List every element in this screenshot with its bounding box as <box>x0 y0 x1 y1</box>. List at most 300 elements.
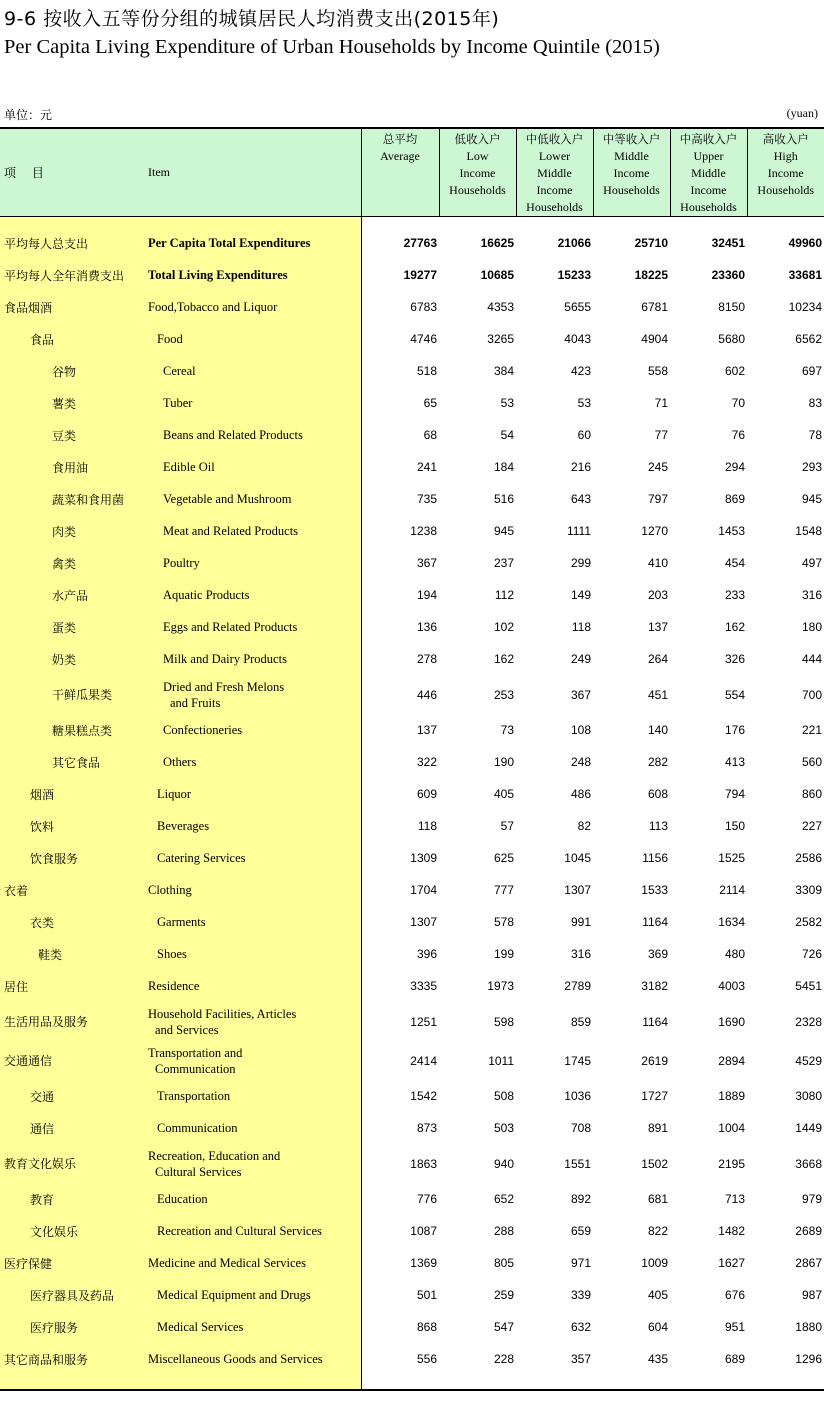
value-cell: 560 <box>801 755 822 769</box>
item-label-chinese: 鞋类 <box>0 938 148 970</box>
value-cell: 868 <box>361 1311 439 1343</box>
column-header-en: Households <box>603 183 660 197</box>
table-row <box>0 938 824 970</box>
item-label-english <box>148 227 361 259</box>
value-cell: 1164 <box>642 1014 668 1029</box>
value-cell: 237 <box>493 556 514 570</box>
item-label-chinese: 蛋类 <box>0 611 148 643</box>
item-label-english <box>148 1279 361 1311</box>
item-label-english <box>148 1183 361 1215</box>
item-label-chinese: 奶类 <box>0 643 148 675</box>
value-cell: 10234 <box>788 300 822 314</box>
item-label-chinese: 蔬菜和食用菌 <box>0 483 148 515</box>
value-cell: 1111 <box>566 524 591 538</box>
item-label-chinese: 饮食服务 <box>0 842 148 874</box>
value-cell: 5680 <box>718 332 745 346</box>
item-label-english <box>148 714 361 746</box>
item-label-english <box>148 842 361 874</box>
item-label-chinese: 水产品 <box>0 579 148 611</box>
value-cell: 227 <box>801 819 822 833</box>
item-label-english-line: and Fruits <box>170 695 221 710</box>
column-header-en: Middle <box>691 166 726 180</box>
table-row <box>0 259 824 291</box>
item-label-english <box>148 259 361 291</box>
value-cell: 558 <box>647 364 668 378</box>
value-cell: 608 <box>647 787 668 801</box>
value-cell: 1627 <box>718 1256 745 1270</box>
item-label-english <box>148 906 361 938</box>
value-cell: 1036 <box>564 1089 591 1103</box>
value-cell: 83 <box>808 396 822 410</box>
item-label-chinese: 禽类 <box>0 547 148 579</box>
value-cell: 190 <box>493 755 514 769</box>
item-label-english-line: Household Facilities, Articles <box>148 1006 297 1021</box>
value-cell: 18225 <box>634 268 668 282</box>
column-header-en: Households <box>449 183 506 197</box>
item-label-chinese: 薯类 <box>0 387 148 419</box>
item-label-english <box>148 1041 361 1080</box>
item-label-english-line: Vegetable and Mushroom <box>163 492 292 506</box>
item-label-chinese: 饮料 <box>0 810 148 842</box>
value-cell: 136 <box>361 611 439 643</box>
value-cell: 405 <box>647 1288 668 1302</box>
column-header-en: Middle <box>614 149 649 163</box>
item-label-english-line: Liquor <box>157 787 192 801</box>
column-header-en: Lower <box>538 149 571 163</box>
value-cell: 1634 <box>718 915 745 929</box>
item-label-english-line: Edible Oil <box>163 460 215 474</box>
item-label-english <box>148 1112 361 1144</box>
column-header-lower-middle-income <box>516 128 593 217</box>
item-header-english: Item <box>148 128 361 217</box>
value-cell: 1551 <box>564 1156 591 1171</box>
value-cell: 60 <box>577 428 591 442</box>
value-cell: 1453 <box>718 524 745 538</box>
value-cell: 1704 <box>361 874 439 906</box>
item-label-chinese: 文化娱乐 <box>0 1215 148 1247</box>
value-cell: 1863 <box>361 1144 439 1183</box>
value-cell: 4003 <box>718 979 745 993</box>
item-label-english-line: Cereal <box>163 364 196 378</box>
item-label-english <box>148 874 361 906</box>
item-label-english <box>148 938 361 970</box>
table-row <box>0 1041 824 1080</box>
value-cell: 480 <box>724 947 745 961</box>
value-cell: 1307 <box>564 883 591 897</box>
value-cell: 643 <box>570 492 591 506</box>
value-cell: 102 <box>493 620 514 634</box>
column-header-low-income <box>439 128 516 217</box>
item-label-english <box>148 1002 361 1041</box>
item-label-english <box>148 1080 361 1112</box>
item-label-english-line: Medicine and Medical Services <box>148 1256 306 1270</box>
value-cell: 2114 <box>719 883 745 897</box>
value-cell: 241 <box>361 451 439 483</box>
table-header <box>0 128 824 217</box>
value-cell: 21066 <box>557 236 591 250</box>
table-row <box>0 874 824 906</box>
item-label-english <box>148 810 361 842</box>
value-cell: 822 <box>647 1224 668 1238</box>
item-label-english-line: Total Living Expenditures <box>148 268 288 282</box>
table-row <box>0 611 824 643</box>
column-header-high-income <box>747 128 824 217</box>
value-cell: 73 <box>500 723 514 737</box>
table-row <box>0 1279 824 1311</box>
value-cell: 4746 <box>361 323 439 355</box>
item-label-english <box>148 1247 361 1279</box>
item-label-chinese: 食品 <box>0 323 148 355</box>
value-cell: 940 <box>493 1156 514 1171</box>
item-label-english <box>148 547 361 579</box>
item-label-english-line: Poultry <box>163 556 200 570</box>
item-label-english-line: Cultural Services <box>155 1164 242 1179</box>
item-label-english-line: Others <box>163 755 197 769</box>
value-cell: 991 <box>570 915 591 929</box>
value-cell: 3309 <box>795 883 822 897</box>
column-header-cn: 高收入户 <box>762 132 809 146</box>
item-label-english <box>148 419 361 451</box>
value-cell: 10685 <box>480 268 514 282</box>
value-cell: 1004 <box>718 1121 745 1135</box>
table-row <box>0 1112 824 1144</box>
value-cell: 713 <box>724 1192 745 1206</box>
unit-label-chinese: 单位：元 <box>4 108 53 122</box>
value-cell: 1542 <box>361 1080 439 1112</box>
value-cell: 32451 <box>711 236 745 250</box>
column-header-middle-income <box>593 128 670 217</box>
column-header-average <box>361 128 439 217</box>
value-cell: 410 <box>647 556 668 570</box>
value-cell: 3335 <box>361 970 439 1002</box>
value-cell: 971 <box>570 1256 591 1270</box>
value-cell: 5451 <box>795 979 822 993</box>
item-label-english-line: Miscellaneous Goods and Services <box>148 1352 323 1366</box>
value-cell: 5655 <box>564 300 591 314</box>
value-cell: 578 <box>493 915 514 929</box>
value-cell: 2195 <box>718 1156 745 1171</box>
value-cell: 554 <box>724 687 745 702</box>
column-header-en: Income <box>613 166 650 180</box>
value-cell: 194 <box>361 579 439 611</box>
value-cell: 23360 <box>711 268 745 282</box>
column-header-en: Households <box>526 200 583 214</box>
value-cell: 776 <box>361 1183 439 1215</box>
value-cell: 1238 <box>361 515 439 547</box>
value-cell: 446 <box>361 675 439 714</box>
value-cell: 140 <box>647 723 668 737</box>
value-cell: 49960 <box>788 236 822 250</box>
value-cell: 65 <box>361 387 439 419</box>
value-cell: 53 <box>577 396 591 410</box>
item-label-english-line: Communication <box>155 1061 236 1076</box>
value-cell: 4904 <box>641 332 668 346</box>
item-label-chinese: 教育文化娱乐 <box>0 1144 148 1183</box>
table-row <box>0 355 824 387</box>
value-cell: 53 <box>500 396 514 410</box>
item-label-english-line: Aquatic Products <box>163 588 250 602</box>
item-label-english-line: Transportation and <box>148 1045 243 1060</box>
item-label-chinese: 居住 <box>0 970 148 1002</box>
value-cell: 367 <box>570 687 591 702</box>
value-cell: 1449 <box>795 1121 822 1135</box>
column-header-cn: 中等收入户 <box>602 132 661 146</box>
item-label-english-line: Beverages <box>157 819 210 833</box>
value-cell: 1164 <box>642 915 668 929</box>
table-row <box>0 746 824 778</box>
value-cell: 1502 <box>641 1156 668 1171</box>
value-cell: 82 <box>577 819 591 833</box>
value-cell: 1011 <box>488 1053 514 1068</box>
value-cell: 3265 <box>487 332 514 346</box>
value-cell: 1309 <box>361 842 439 874</box>
table-row <box>0 643 824 675</box>
table-row <box>0 778 824 810</box>
item-label-english <box>148 451 361 483</box>
item-label-chinese: 医疗器具及药品 <box>0 1279 148 1311</box>
item-label-english <box>148 1215 361 1247</box>
value-cell: 659 <box>570 1224 591 1238</box>
value-cell: 2894 <box>718 1053 745 1068</box>
value-cell: 322 <box>361 746 439 778</box>
value-cell: 681 <box>647 1192 668 1206</box>
item-label-english <box>148 1144 361 1183</box>
value-cell: 228 <box>493 1352 514 1366</box>
value-cell: 294 <box>724 460 745 474</box>
table-row <box>0 515 824 547</box>
value-cell: 598 <box>493 1014 514 1029</box>
value-cell: 16625 <box>480 236 514 250</box>
column-header-en: Middle <box>537 166 572 180</box>
value-cell: 697 <box>801 364 822 378</box>
value-cell: 78 <box>808 428 822 442</box>
column-header-en: Low <box>466 149 489 163</box>
item-label-chinese: 食品烟酒 <box>0 291 148 323</box>
value-cell: 1690 <box>718 1014 745 1029</box>
column-header-upper-middle-income <box>670 128 747 217</box>
value-cell: 547 <box>493 1320 514 1334</box>
value-cell: 873 <box>361 1112 439 1144</box>
value-cell: 118 <box>571 620 591 634</box>
value-cell: 264 <box>647 652 668 666</box>
value-cell: 1889 <box>718 1089 745 1103</box>
table-row <box>0 1311 824 1343</box>
table-row <box>0 675 824 714</box>
value-cell: 108 <box>570 723 591 737</box>
value-cell: 113 <box>648 819 668 833</box>
value-cell: 384 <box>493 364 514 378</box>
value-cell: 6783 <box>361 291 439 323</box>
page-title-chinese: 9-6 按收入五等份分组的城镇居民人均消费支出(2015年) <box>4 8 500 30</box>
value-cell: 149 <box>570 588 591 602</box>
value-cell: 54 <box>500 428 514 442</box>
item-label-english <box>148 643 361 675</box>
value-cell: 1533 <box>641 883 668 897</box>
item-label-chinese: 医疗服务 <box>0 1311 148 1343</box>
value-cell: 27763 <box>361 227 439 259</box>
value-cell: 1009 <box>641 1256 668 1270</box>
item-label-english-line: Clothing <box>148 883 192 897</box>
value-cell: 497 <box>801 556 822 570</box>
value-cell: 3182 <box>641 979 668 993</box>
value-cell: 137 <box>361 714 439 746</box>
value-cell: 518 <box>361 355 439 387</box>
item-label-chinese: 食用油 <box>0 451 148 483</box>
table-row <box>0 842 824 874</box>
item-label-chinese: 烟酒 <box>0 778 148 810</box>
value-cell: 19277 <box>361 259 439 291</box>
value-cell: 951 <box>724 1320 745 1334</box>
value-cell: 259 <box>493 1288 514 1302</box>
value-cell: 860 <box>801 787 822 801</box>
value-cell: 137 <box>647 620 668 634</box>
item-label-english-line: Catering Services <box>157 851 246 865</box>
value-cell: 1296 <box>795 1352 822 1366</box>
table-row <box>0 970 824 1002</box>
item-label-english <box>148 323 361 355</box>
item-label-english-line: and Services <box>155 1022 219 1037</box>
item-label-english-line: Recreation and Cultural Services <box>157 1224 322 1238</box>
value-cell: 8150 <box>718 300 745 314</box>
value-cell: 1251 <box>361 1002 439 1041</box>
item-header-chinese: 项 目 <box>0 128 148 217</box>
table-row <box>0 810 824 842</box>
page-title-english: Per Capita Living Expenditure of Urban Households by Income Quintile (2015) <box>4 36 660 58</box>
value-cell: 184 <box>493 460 514 474</box>
item-label-english <box>148 611 361 643</box>
value-cell: 2867 <box>795 1256 822 1270</box>
item-label-english-line: Confectioneries <box>163 723 243 737</box>
value-cell: 253 <box>493 687 514 702</box>
value-cell: 71 <box>654 396 668 410</box>
table-row <box>0 419 824 451</box>
value-cell: 859 <box>570 1014 591 1029</box>
table-row <box>0 387 824 419</box>
table-row <box>0 1080 824 1112</box>
table-row <box>0 1183 824 1215</box>
value-cell: 248 <box>570 755 591 769</box>
item-label-chinese: 平均每人总支出 <box>0 227 148 259</box>
value-cell: 112 <box>494 588 514 602</box>
item-label-english <box>148 675 361 714</box>
value-cell: 602 <box>724 364 745 378</box>
value-cell: 423 <box>570 364 591 378</box>
item-label-english-line: Beans and Related Products <box>163 428 303 442</box>
value-cell: 68 <box>361 419 439 451</box>
value-cell: 2582 <box>795 915 822 929</box>
value-cell: 1369 <box>361 1247 439 1279</box>
value-cell: 444 <box>801 652 822 666</box>
value-cell: 486 <box>570 787 591 801</box>
value-cell: 76 <box>731 428 745 442</box>
item-label-english <box>148 483 361 515</box>
item-label-english <box>148 746 361 778</box>
value-cell: 162 <box>724 620 745 634</box>
value-cell: 326 <box>724 652 745 666</box>
value-cell: 700 <box>801 687 822 702</box>
value-cell: 508 <box>493 1089 514 1103</box>
value-cell: 150 <box>724 819 745 833</box>
value-cell: 676 <box>724 1288 745 1302</box>
value-cell: 625 <box>493 851 514 865</box>
table-row <box>0 1144 824 1183</box>
column-header-en: Upper <box>693 149 724 163</box>
value-cell: 278 <box>361 643 439 675</box>
value-cell: 316 <box>570 947 591 961</box>
value-cell: 2414 <box>361 1041 439 1080</box>
value-cell: 979 <box>801 1192 822 1206</box>
value-cell: 33681 <box>788 268 822 282</box>
value-cell: 632 <box>570 1320 591 1334</box>
value-cell: 413 <box>724 755 745 769</box>
value-cell: 869 <box>724 492 745 506</box>
item-label-english-line: Milk and Dairy Products <box>163 652 287 666</box>
table-row <box>0 451 824 483</box>
value-cell: 176 <box>724 723 745 737</box>
value-cell: 604 <box>647 1320 668 1334</box>
value-cell: 288 <box>493 1224 514 1238</box>
item-label-chinese: 肉类 <box>0 515 148 547</box>
item-label-english <box>148 1343 361 1375</box>
item-label-chinese: 谷物 <box>0 355 148 387</box>
item-label-chinese: 衣着 <box>0 874 148 906</box>
value-cell: 216 <box>570 460 591 474</box>
value-cell: 25710 <box>634 236 668 250</box>
item-label-english <box>148 387 361 419</box>
value-cell: 118 <box>361 810 439 842</box>
item-label-chinese: 糖果糕点类 <box>0 714 148 746</box>
value-cell: 396 <box>361 938 439 970</box>
item-label-chinese: 豆类 <box>0 419 148 451</box>
value-cell: 199 <box>493 947 514 961</box>
item-label-english <box>148 291 361 323</box>
item-label-english-line: Food,Tobacco and Liquor <box>148 300 278 314</box>
table-row <box>0 227 824 259</box>
item-label-english-line: Garments <box>157 915 206 929</box>
value-cell: 892 <box>570 1192 591 1206</box>
column-header-en: Average <box>380 149 420 163</box>
value-cell: 221 <box>801 723 822 737</box>
column-header-en: Income <box>767 166 804 180</box>
table-body <box>0 217 824 1391</box>
value-cell: 891 <box>647 1121 668 1135</box>
value-cell: 70 <box>731 396 745 410</box>
value-cell: 1880 <box>795 1320 822 1334</box>
table-row <box>0 291 824 323</box>
column-header-en: Households <box>680 200 737 214</box>
item-label-chinese: 教育 <box>0 1183 148 1215</box>
value-cell: 299 <box>570 556 591 570</box>
item-label-english-line: Per Capita Total Expenditures <box>148 236 311 250</box>
item-label-english <box>148 515 361 547</box>
value-cell: 1087 <box>361 1215 439 1247</box>
value-cell: 162 <box>493 652 514 666</box>
item-label-english-line: Dried and Fresh Melons <box>163 679 285 694</box>
value-cell: 6562 <box>795 332 822 346</box>
value-cell: 339 <box>570 1288 591 1302</box>
item-label-english <box>148 1311 361 1343</box>
value-cell: 516 <box>493 492 514 506</box>
value-cell: 233 <box>724 588 745 602</box>
value-cell: 1045 <box>564 851 591 865</box>
value-cell: 203 <box>647 588 668 602</box>
item-label-english-line: Tuber <box>163 396 193 410</box>
value-cell: 1156 <box>642 851 668 865</box>
value-cell: 435 <box>647 1352 668 1366</box>
value-cell: 1525 <box>718 851 745 865</box>
table-row <box>0 1002 824 1041</box>
table-row <box>0 579 824 611</box>
